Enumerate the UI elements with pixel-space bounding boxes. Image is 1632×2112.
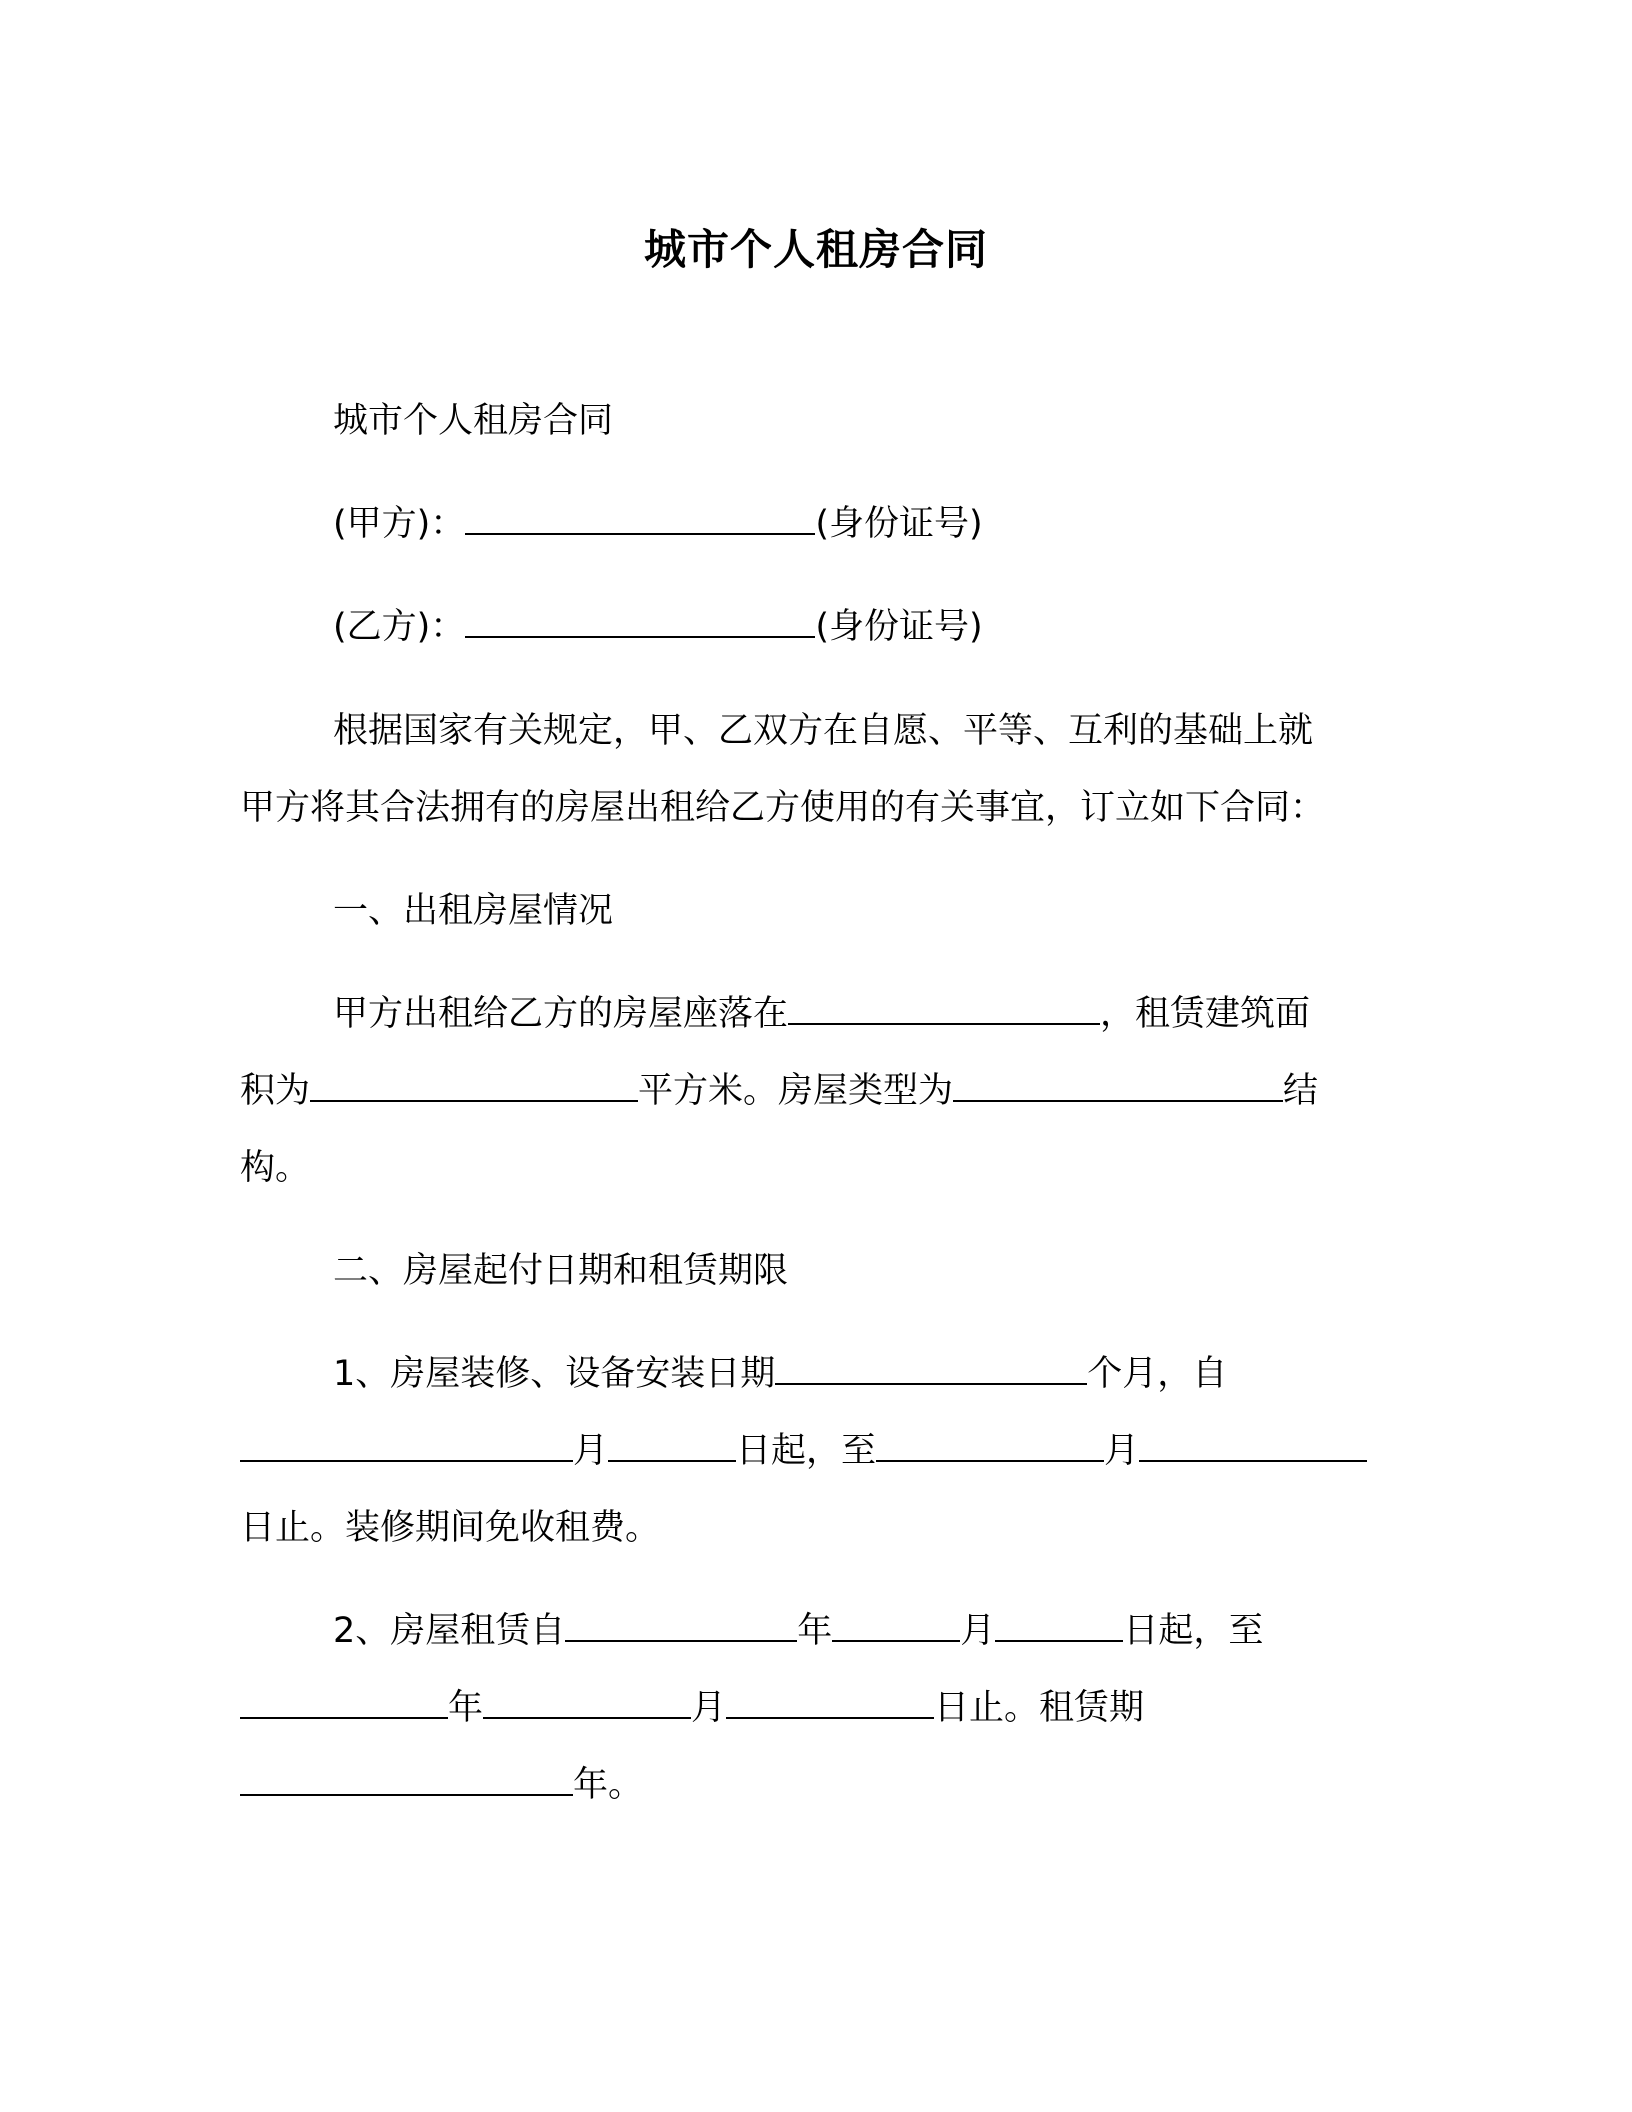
section-1-para-line-3: 构。 xyxy=(240,1148,311,1188)
page-title: 城市个人租房合同 xyxy=(643,225,988,274)
party-b-blank xyxy=(465,606,815,638)
section-2-item-2-line-3 xyxy=(240,1761,643,1809)
lease-start-day-blank xyxy=(995,1610,1123,1642)
section-2-item-1-line-3: 日止。装修期间免收租费。 xyxy=(240,1508,661,1548)
section-1-para-line-2 xyxy=(240,1067,1318,1115)
months-from-label: 个月，自 xyxy=(1087,1354,1228,1394)
renovation-start-day-blank xyxy=(608,1430,736,1462)
lease-from-label: 2、房屋租赁自 xyxy=(333,1611,566,1651)
month-label-3: 月 xyxy=(960,1611,996,1651)
lease-term-label: 日止。租赁期 xyxy=(934,1688,1145,1728)
intro-line-2: 甲方将其合法拥有的房屋出租给乙方使用的有关事宜，订立如下合同： xyxy=(240,788,1326,828)
lease-end-year-blank xyxy=(240,1687,448,1719)
section-1-heading: 一、出租房屋情况 xyxy=(333,891,614,931)
party-b-id-label: (身份证号) xyxy=(815,607,983,647)
renovation-months-blank xyxy=(775,1353,1087,1385)
section-2-item-1-line-2 xyxy=(240,1427,1367,1475)
lease-to-label: 日起，至 xyxy=(1123,1611,1264,1651)
renovation-label: 1、房屋装修、设备安装日期 xyxy=(333,1354,776,1394)
renovation-end-month-blank xyxy=(876,1430,1104,1462)
house-type-label: 平方米。房屋类型为 xyxy=(638,1071,954,1111)
party-a-id-label: (身份证号) xyxy=(815,504,983,544)
month-label-4: 月 xyxy=(691,1688,727,1728)
area-label-start: ，租赁建筑面 xyxy=(1100,994,1311,1034)
intro-line-1: 根据国家有关规定，甲、乙双方在自愿、平等、互利的基础上就 xyxy=(333,711,1314,751)
month-label-2: 月 xyxy=(1104,1431,1140,1471)
lease-end-month-blank xyxy=(483,1687,691,1719)
years-label: 年。 xyxy=(573,1765,644,1805)
party-b-line xyxy=(333,603,983,651)
lease-term-years-blank xyxy=(240,1764,573,1796)
area-blank xyxy=(310,1070,638,1102)
renovation-start-year-blank xyxy=(240,1430,573,1462)
area-label-end: 积为 xyxy=(240,1071,311,1111)
year-label: 年 xyxy=(797,1611,833,1651)
subtitle: 城市个人租房合同 xyxy=(333,401,614,441)
section-1-para-line-1 xyxy=(333,990,1310,1038)
lease-start-month-blank xyxy=(832,1610,960,1642)
location-blank xyxy=(788,993,1100,1025)
party-a-label: (甲方)： xyxy=(333,504,466,544)
party-b-label: (乙方)： xyxy=(333,607,466,647)
structure-label-start: 结 xyxy=(1283,1071,1319,1111)
lease-end-day-blank xyxy=(726,1687,934,1719)
year-label-2: 年 xyxy=(448,1688,484,1728)
lease-start-year-blank xyxy=(565,1610,797,1642)
location-label: 甲方出租给乙方的房屋座落在 xyxy=(333,994,789,1034)
start-to-label: 日起，至 xyxy=(736,1431,877,1471)
section-2-heading: 二、房屋起付日期和租赁期限 xyxy=(333,1251,789,1291)
renovation-end-day-blank xyxy=(1139,1430,1367,1462)
house-type-blank xyxy=(953,1070,1283,1102)
party-a-line xyxy=(333,500,983,548)
section-2-item-1-line-1 xyxy=(333,1350,1227,1398)
month-label: 月 xyxy=(573,1431,609,1471)
party-a-blank xyxy=(465,503,815,535)
section-2-item-2-line-2 xyxy=(240,1684,1144,1732)
section-2-item-2-line-1 xyxy=(333,1607,1263,1655)
